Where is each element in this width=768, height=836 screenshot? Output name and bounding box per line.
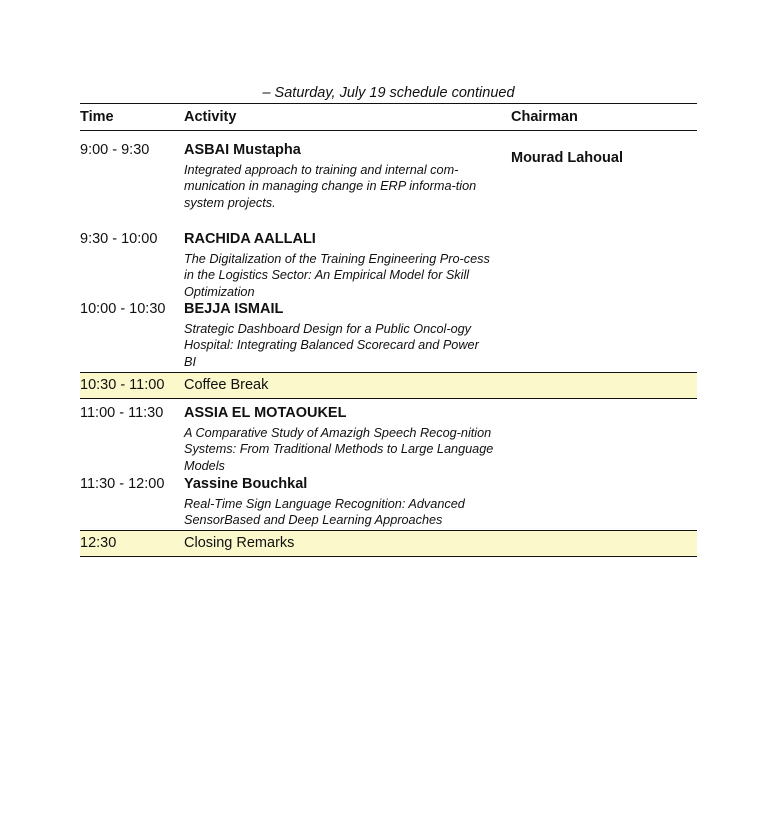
table-row (80, 141, 697, 230)
session-1 (80, 131, 697, 372)
row-time: 9:00 - 9:30 (80, 142, 150, 158)
row-talk-title: A Comparative Study of Amazigh Speech Recog-nition Systems: From Traditional Methods to Large Language Models (184, 426, 494, 473)
row-talk-title: Real-Time Sign Language Recognition: Advanced SensorBased and Deep Learning Approaches (184, 497, 465, 528)
row-speaker: RACHIDA AALLALI (184, 231, 316, 247)
row-speaker: ASBAI Mustapha (184, 142, 301, 158)
table-header (80, 104, 697, 131)
header-time: Time (80, 109, 114, 125)
row-talk-title: The Digitalization of the Training Engineering Pro-cess in the Logistics Sector: An Empirical Model for Skill Optimization (184, 252, 490, 299)
coffee-break-row (80, 372, 697, 399)
table-caption: – Saturday, July 19 schedule continued (262, 85, 515, 101)
closing-remarks-row (80, 530, 697, 557)
row-time: 11:00 - 11:30 (80, 405, 164, 421)
table-row (80, 230, 697, 300)
row-speaker: BEJJA ISMAIL (184, 301, 284, 317)
table-row (80, 475, 697, 527)
header-chairman: Chairman (511, 109, 578, 125)
coffee-break-time: 10:30 - 11:00 (80, 377, 165, 393)
session-2 (80, 399, 697, 530)
row-talk-title: Strategic Dashboard Design for a Public Oncol-ogy Hospital: Integrating Balanced Scorecard and Power BI (184, 322, 479, 369)
row-speaker: ASSIA EL MOTAOUKEL (184, 405, 347, 421)
closing-time: 12:30 (80, 535, 117, 551)
row-time: 9:30 - 10:00 (80, 231, 158, 247)
closing-label: Closing Remarks (184, 535, 295, 551)
schedule-table (80, 103, 697, 557)
session-1-chairman: Mourad Lahoual (511, 150, 623, 166)
table-row (80, 404, 697, 475)
row-speaker: Yassine Bouchkal (184, 476, 308, 492)
coffee-break-label: Coffee Break (184, 377, 269, 393)
row-talk-title: Integrated approach to training and internal com-munication in managing change in ERP informa-tion system projects. (184, 163, 477, 210)
header-activity: Activity (184, 109, 237, 125)
table-row (80, 300, 697, 368)
row-time: 10:00 - 10:30 (80, 301, 166, 317)
row-time: 11:30 - 12:00 (80, 476, 165, 492)
